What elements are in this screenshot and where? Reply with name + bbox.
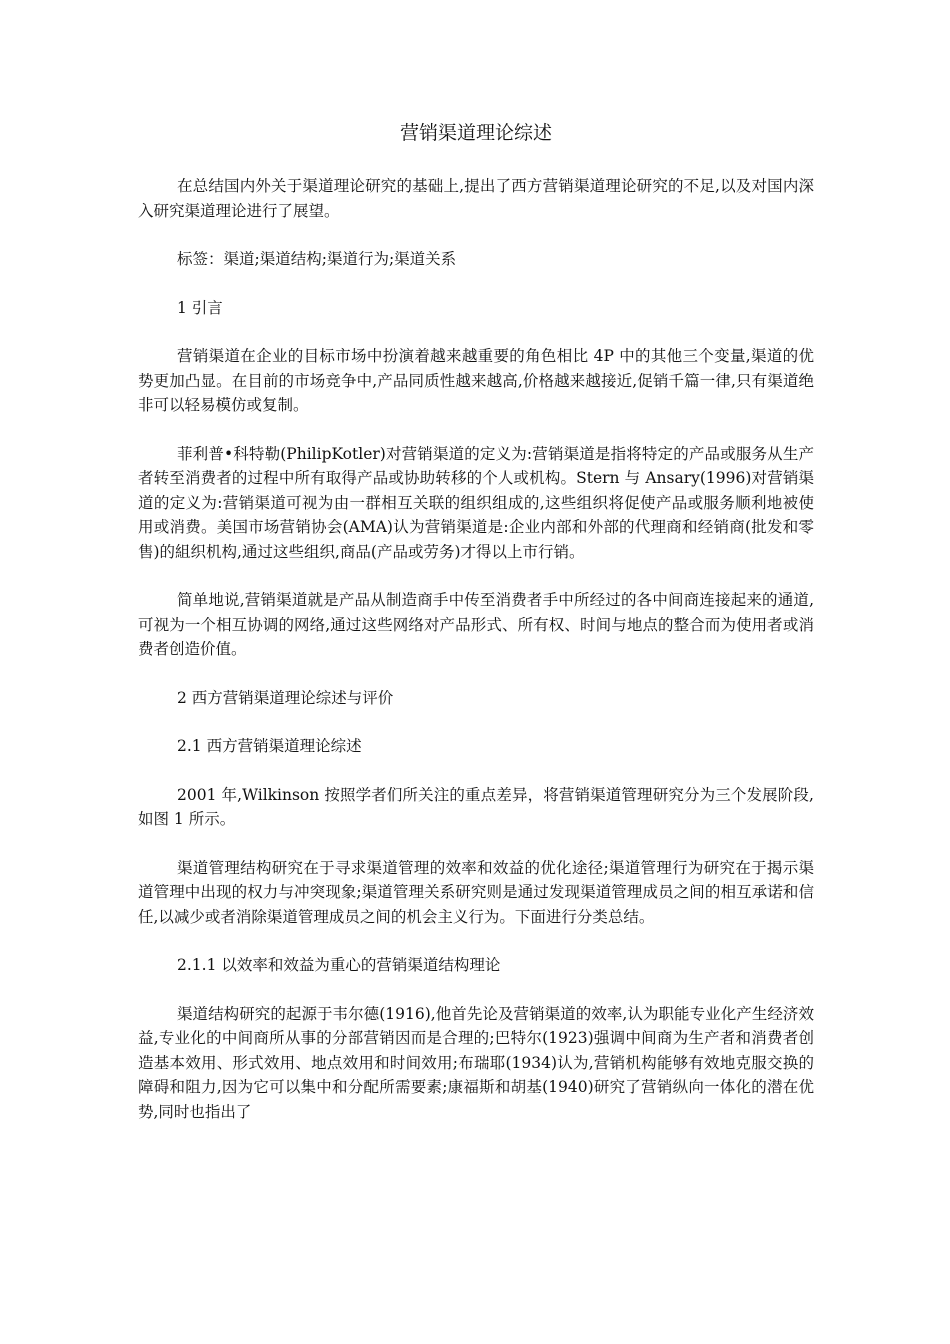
abstract-paragraph: 在总结国内外关于渠道理论研究的基础上,提出了西方营销渠道理论研究的不足,以及对国内深入研究渠道理论进行了展望。 — [138, 177, 814, 220]
section-1-heading: 1 引言 — [177, 298, 223, 317]
section-2-heading: 2 西方营销渠道理论综述与评价 — [177, 688, 394, 707]
document-page — [138, 118, 814, 1148]
keywords-line: 标签：渠道;渠道结构;渠道行为;渠道关系 — [177, 250, 457, 268]
document-title: 营销渠道理论综述 — [399, 122, 552, 144]
body-paragraph-3: 简单地说,营销渠道就是产品从制造商手中传至消费者手中所经过的各中间商连接起来的通道,可视为一个相互协调的网络,通过这些网络对产品形式、所有权、时间与地点的整合而为使用者或消费者创造价值。 — [138, 591, 814, 658]
body-paragraph-5: 渠道管理结构研究在于寻求渠道管理的效率和效益的优化途径;渠道管理行为研究在于揭示渠道管理中出现的权力与冲突现象;渠道管理关系研究则是通过发现渠道管理成员之间的相互承诺和信任,以减少或者消除渠道管理成员之间的机会主义行为。下面进行分类总结。 — [138, 858, 814, 926]
section-2-1-heading: 2.1 西方营销渠道理论综述 — [177, 737, 362, 755]
body-paragraph-2: 菲利普•科特勒(PhilipKotler)对营销渠道的定义为:营销渠道是指将特定的产品或服务从生产者转至消费者的过程中所有取得产品或协助转移的个人或机构。Stern 与 Ansary(1996)对营销渠道的定义为:营销渠道可视为由一群相互关联的组织组成的,这些组织将促使产品或服务顺利地被使用或消费。美国市场营销协会(AMA)认为营销渠道是:企业内部和外部的代理商和经销商(批发和零售)的組织机构,通过这些组织,商品(产品或劳务)才得以上市行销。 — [138, 444, 814, 561]
body-paragraph-6: 渠道结构研究的起源于韦尔德(1916),他首先论及营销渠道的效率,认为职能专业化产生经济效益,专业化的中间商所从事的分部营销因而是合理的;巴特尔(1923)强调中间商为生产者和消费者创造基本效用、形式效用、地点效用和时间效用;布瑞耶(1934)认为,营销机构能够有效地克服交换的障碍和阻力,因为它可以集中和分配所需要素;康福斯和胡基(1940)研究了营销纵向一体化的潜在优势,同时也指出了 — [138, 1004, 814, 1121]
section-2-1-1-heading: 2.1.1 以效率和效益为重心的营销渠道结构理论 — [177, 956, 501, 974]
body-paragraph-1: 营销渠道在企业的目标市场中扮演着越来越重要的角色相比 4P 中的其他三个变量,渠道的优势更加凸显。在目前的市场竞争中,产品同质性越来越高,价格越来越接近,促销千篇一律,只有渠道绝非可以轻易模仿或复制。 — [138, 347, 814, 414]
body-paragraph-4: 2001 年,Wilkinson 按照学者们所关注的重点差异，将营销渠道管理研究分为三个发展阶段,如图 1 所示。 — [138, 785, 814, 828]
